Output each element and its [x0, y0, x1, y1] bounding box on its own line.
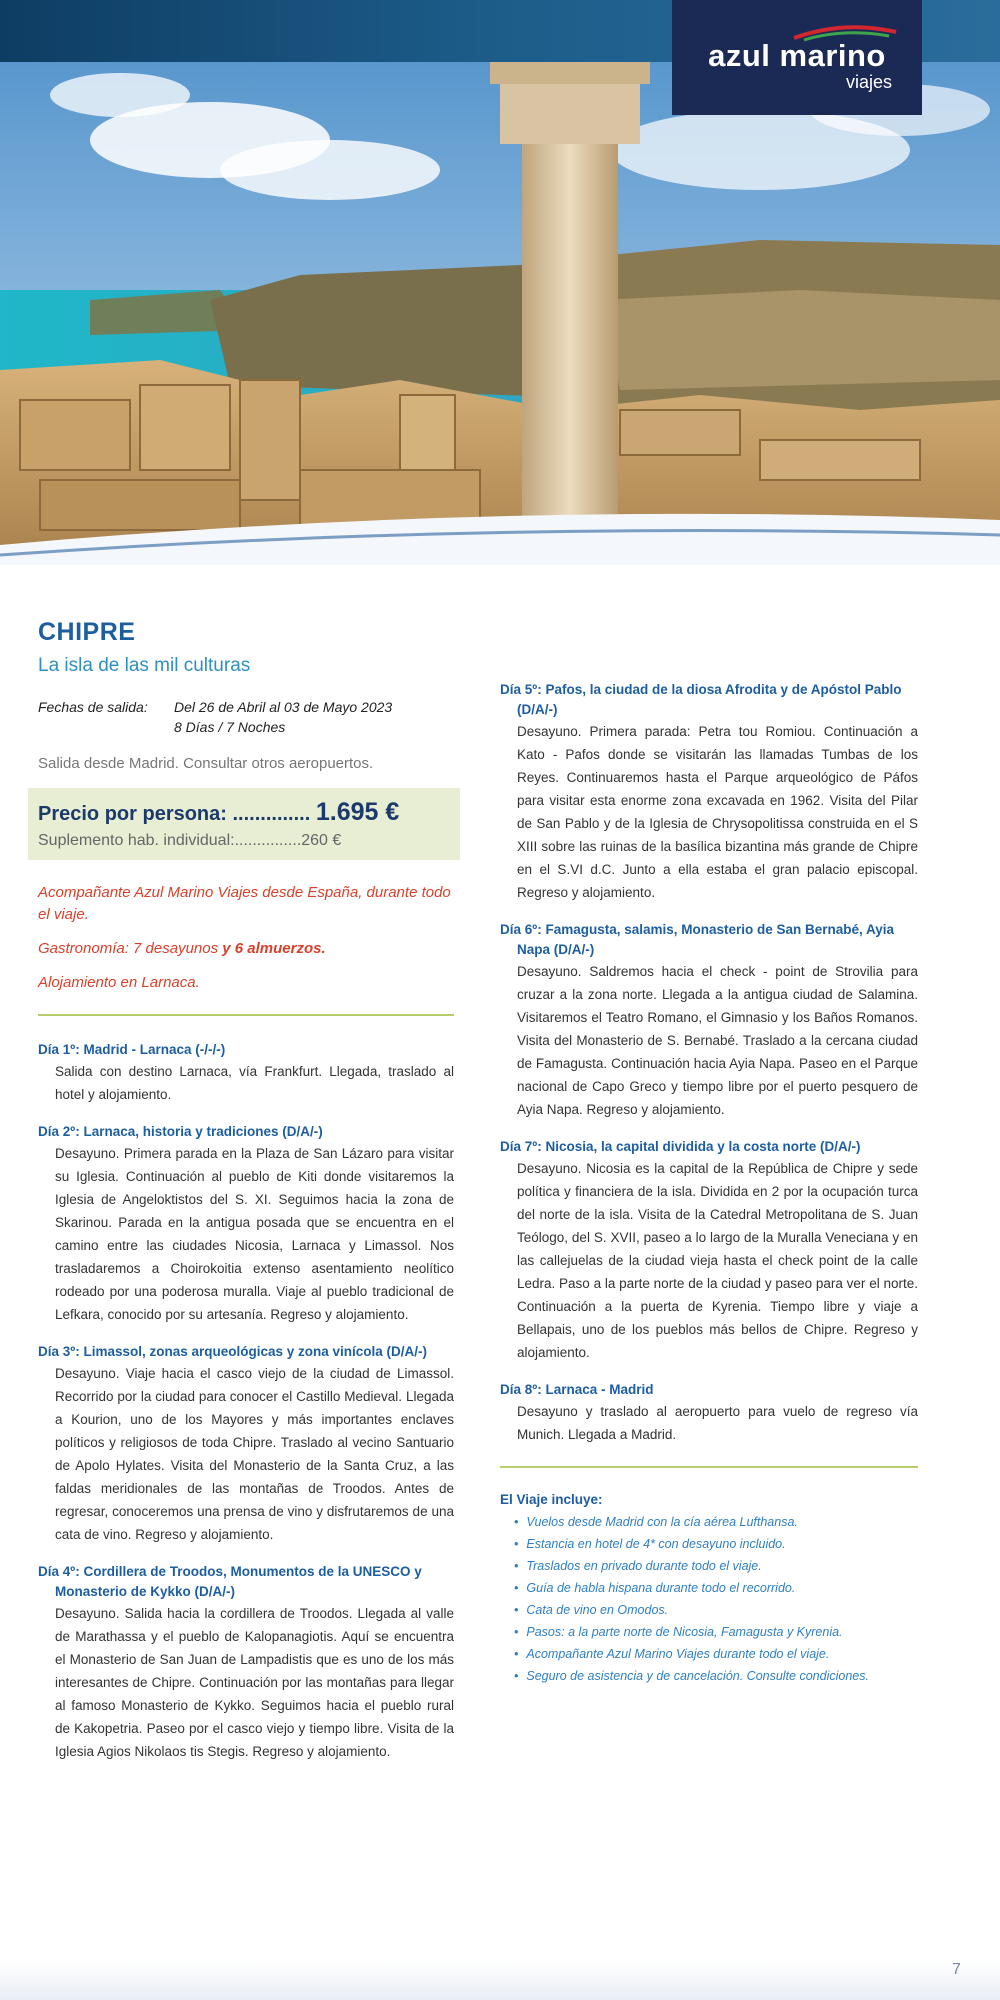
itinerary-day-2 — [38, 1122, 454, 1326]
day-title: Día 2º: Larnaca, historia y tradiciones (D/A/-) — [38, 1124, 323, 1139]
highlight-gastronomy: Gastronomía: 7 desayunos y 6 almuerzos. — [38, 940, 326, 957]
supplement: Suplemento hab. individual:...............260 € — [38, 832, 342, 849]
list-item: • Traslados en privado durante todo el viaje. — [514, 1555, 918, 1577]
divider — [38, 1014, 454, 1016]
price-row — [38, 798, 399, 827]
departure-dates — [38, 699, 454, 739]
divider — [500, 1466, 918, 1468]
brand-tagline: viajes — [845, 72, 892, 92]
price-value: 1.695 € — [315, 798, 400, 826]
brand-name: azul marino — [708, 38, 886, 73]
list-item: • Estancia en hotel de 4* con desayuno incluido. — [514, 1533, 918, 1555]
footer-band — [0, 1960, 1000, 2000]
hero-photo — [0, 0, 1000, 565]
highlight-companion: Acompañante Azul Marino Viajes desde España, durante todo el viaje. — [38, 884, 451, 923]
dates-label: Fechas de salida: — [38, 699, 148, 715]
day-text: Desayuno. Saldremos hacia el check - point de Strovilia para cruzar a la zona norte. Llegada a la antigua ciudad de Salamina. Visitaremos el Teatro Romano, el Gimnasio y los Baños Romanos. Visita del Monasterio de S. Bernabé. Traslado a la cercana ciudad de Famagusta. Continuación hacia Ayia Napa. Paseo en el Parque nacional de Capo Greco y tiempo libre por el puerto pesquero de Ayia Napa. Regreso y alojamiento. — [517, 964, 918, 1117]
day-title: Día 4º: Cordillera de Troodos, Monumentos de la UNESCO y Monasterio de Kykko (D/A/-) — [38, 1564, 422, 1599]
itinerary-day-7 — [500, 1137, 918, 1364]
day-text: Desayuno. Primera parada: Petra tou Romiou. Continuación a Kato - Pafos donde se visitarán las llamadas Tumbas de los Reyes. Continuaremos hasta el Parque arqueológico de Páfos para visitar esta enorme zona excavada en 1962. Visita del Pilar de San Pablo y de la Iglesia de Chrysopolitissa construida en el S XIII sobre las ruinas de la basílica bizantina más grande de Chipre en el S.VI d.C. Junto a ella estaba el gran palacio episcopal. Regreso y alojamiento. — [517, 724, 918, 900]
day-title: Día 7º: Nicosia, la capital dividida y la costa norte (D/A/-) — [500, 1139, 861, 1154]
day-text: Desayuno. Primera parada en la Plaza de San Lázaro para visitar su Iglesia. Continuación al pueblo de Kiti donde visitaremos la Iglesia de Angeloktistos del S. XI. Seguimos hacia la zona de Skarinou. Parada en la antigua posada que se encuentra en el camino entre las ciudades Nicosia, Larnaca y Limassol. Nos trasladaremos a Choirokoitia extenso asentamiento neolítico rodeado por una poderosa muralla. Viaje al pueblo tradicional de Lefkara, conocido por su artesanía. Regreso y alojamiento. — [55, 1146, 454, 1322]
includes-list — [500, 1511, 918, 1687]
list-item: • Seguro de asistencia y de cancelación. Consulte condiciones. — [514, 1665, 918, 1687]
departure-info: Salida desde Madrid. Consultar otros aeropuertos. — [38, 755, 374, 772]
itinerary-day-6 — [500, 920, 918, 1121]
list-item: • Acompañante Azul Marino Viajes durante todo el viaje. — [514, 1643, 918, 1665]
day-title: Día 3º: Limassol, zonas arqueológicas y zona vinícola (D/A/-) — [38, 1344, 428, 1359]
page-subtitle: La isla de las mil culturas — [38, 655, 251, 676]
day-title: Día 8º: Larnaca - Madrid — [500, 1382, 654, 1397]
day-title: Día 1º: Madrid - Larnaca (-/-/-) — [38, 1042, 226, 1057]
day-title: Día 5º: Pafos, la ciudad de la diosa Afrodita y de Apóstol Pablo (D/A/-) — [500, 682, 902, 717]
itinerary-day-1 — [38, 1040, 454, 1106]
itinerary-day-5 — [500, 680, 918, 904]
list-item: • Cata de vino en Omodos. — [514, 1599, 918, 1621]
day-text: Desayuno. Nicosia es la capital de la República de Chipre y sede política y financiera de la isla. Dividida en 2 por la ocupación turca del norte de la isla. Visita de la Catedral Metropolitana de S. Juan Teólogo, del S. XVII, paseo a lo largo de la Muralla Veneciana y en las callejuelas de la ciudad vieja hasta el check point de la calle Ledra. Paso a la parte norte de la ciudad y paseo para ver el norte. Continuación a la puerta de Kyrenia. Tiempo libre y viaje a Bellapais, uno de los pueblos más bellos de Chipre. Regreso y alojamiento. — [517, 1161, 918, 1360]
page-title: CHIPRE — [38, 618, 136, 646]
dates-value: Del 26 de Abril al 03 de Mayo 2023 — [174, 699, 393, 715]
price-label: Precio por persona: .............. — [38, 803, 311, 825]
day-text: Salida con destino Larnaca, vía Frankfurt. Llegada, traslado al hotel y alojamiento. — [55, 1064, 454, 1102]
day-text: Desayuno. Salida hacia la cordillera de Troodos. Llegada al valle de Marathassa y el pueblo de Kalopanagiotis. Aquí se encuentra el Monasterio de San Juan de Lampadistis que es uno de los más interesantes de Chipre. Continuación por las montañas para llegar al famoso Monasterio de Kykko. Seguimos hacia el pueblo rural de Kakopetria. Paseo por el casco viejo y tiempo libre. Visita de la Iglesia Agios Nikolaos tis Stegis. Regreso y alojamiento. — [55, 1606, 454, 1759]
list-item: • Guía de habla hispana durante todo el recorrido. — [514, 1577, 918, 1599]
itinerary-day-8 — [500, 1380, 918, 1446]
highlights — [38, 882, 454, 994]
brand-logo — [672, 0, 922, 115]
list-item: • Vuelos desde Madrid con la cía aérea Lufthansa. — [514, 1511, 918, 1533]
trip-duration: 8 Días / 7 Noches — [174, 719, 286, 735]
itinerary-day-4 — [38, 1562, 454, 1763]
day-text: Desayuno. Viaje hacia el casco viejo de la ciudad de Limassol. Recorrido por la ciudad para conocer el Castillo Medieval. Llegada a Kourion, uno de los Mayores y más importantes enclaves políticos y religiosos de toda Chipre. Traslado al vecino Santuario de Apolo Hylates. Visita del Monasterio de la Santa Cruz, a las faldas meridionales de las montañas de Troodos. Antes de regresar, conoceremos una prensa de vino y disfrutaremos de una cata de vino. Regreso y alojamiento. — [55, 1366, 454, 1542]
price-box — [28, 788, 460, 860]
day-title: Día 6º: Famagusta, salamis, Monasterio de San Bernabé, Ayia Napa (D/A/-) — [500, 922, 895, 957]
left-column — [38, 618, 454, 1779]
page-number: 7 — [952, 1961, 961, 1978]
highlight-lodging: Alojamiento en Larnaca. — [38, 974, 200, 991]
includes-title: El Viaje incluye: — [500, 1492, 603, 1507]
itinerary-day-3 — [38, 1342, 454, 1546]
list-item: • Pasos: a la parte norte de Nicosia, Famagusta y Kyrenia. — [514, 1621, 918, 1643]
right-column — [500, 680, 918, 1687]
day-text: Desayuno y traslado al aeropuerto para vuelo de regreso vía Munich. Llegada a Madrid. — [517, 1404, 918, 1442]
